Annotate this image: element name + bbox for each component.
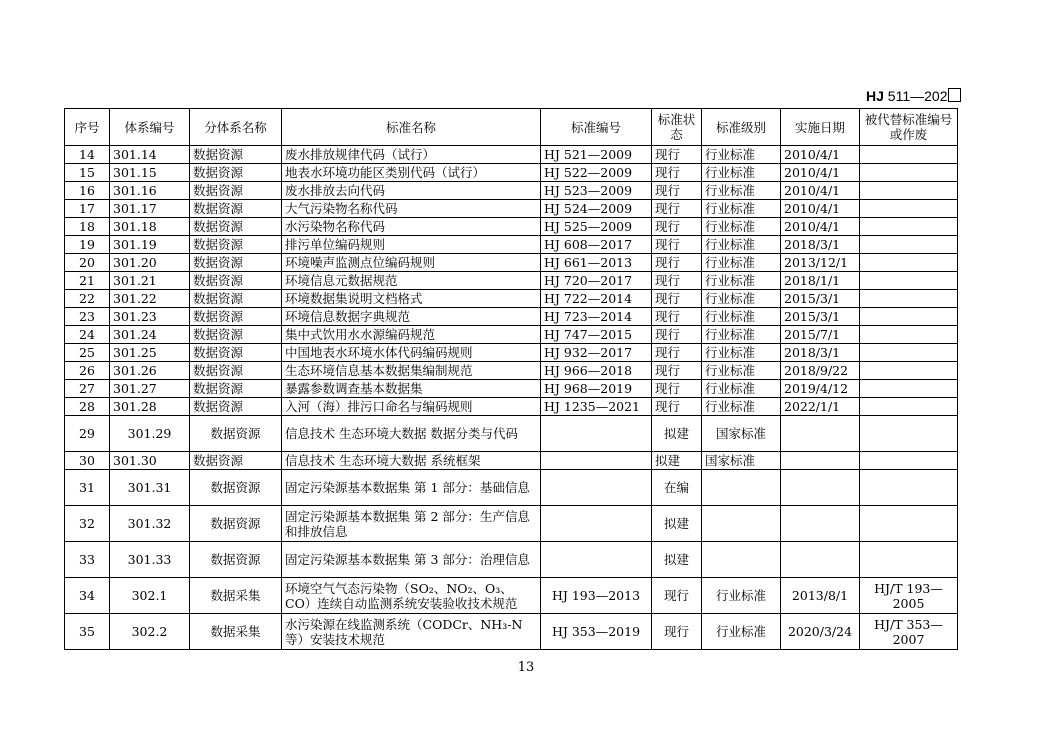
cell-replaced <box>860 200 958 218</box>
cell-status: 现行 <box>652 272 702 290</box>
cell-system-number: 301.33 <box>110 542 190 578</box>
cell-standard-name: 固定污染源基本数据集 第 2 部分：生产信息和排放信息 <box>282 506 541 542</box>
cell-system-number: 301.29 <box>110 416 190 452</box>
document-code-prefix: HJ <box>866 88 884 104</box>
cell-system-number: 301.26 <box>110 362 190 380</box>
cell-date: 2018/3/1 <box>781 344 860 362</box>
cell-standard-name: 地表水环境功能区类别代码（试行） <box>282 164 541 182</box>
cell-system-number: 301.21 <box>110 272 190 290</box>
table-row <box>65 254 958 272</box>
cell-standard-name: 中国地表水环境水体代码编码规则 <box>282 344 541 362</box>
cell-level: 行业标准 <box>702 362 781 380</box>
cell-level: 行业标准 <box>702 254 781 272</box>
header-implementation-date: 实施日期 <box>781 109 860 146</box>
cell-replaced <box>860 146 958 164</box>
standards-table <box>64 108 958 650</box>
cell-standard-name: 环境信息元数据规范 <box>282 272 541 290</box>
cell-level: 行业标准 <box>702 578 781 614</box>
cell-date: 2015/3/1 <box>781 290 860 308</box>
cell-system-number: 301.19 <box>110 236 190 254</box>
cell-standard-name: 生态环境信息基本数据集编制规范 <box>282 362 541 380</box>
header-standard-status: 标准状态 <box>652 109 702 146</box>
cell-subsystem: 数据资源 <box>190 380 282 398</box>
cell-standard-number: HJ 525—2009 <box>541 218 652 236</box>
cell-standard-name: 信息技术 生态环境大数据 数据分类与代码 <box>282 416 541 452</box>
cell-subsystem: 数据资源 <box>190 146 282 164</box>
cell-seq: 15 <box>65 164 110 182</box>
cell-standard-number: HJ 720—2017 <box>541 272 652 290</box>
header-standard-level: 标准级别 <box>702 109 781 146</box>
cell-standard-name: 废水排放规律代码（试行） <box>282 146 541 164</box>
cell-system-number: 301.28 <box>110 398 190 416</box>
cell-level <box>702 506 781 542</box>
cell-level <box>702 542 781 578</box>
header-system-number: 体系编号 <box>110 109 190 146</box>
cell-replaced <box>860 470 958 506</box>
table-row <box>65 614 958 650</box>
cell-seq: 23 <box>65 308 110 326</box>
cell-level: 行业标准 <box>702 200 781 218</box>
cell-status: 现行 <box>652 326 702 344</box>
cell-standard-number: HJ 522—2009 <box>541 164 652 182</box>
cell-date: 2010/4/1 <box>781 182 860 200</box>
cell-standard-name: 环境噪声监测点位编码规则 <box>282 254 541 272</box>
cell-status: 现行 <box>652 380 702 398</box>
table-row <box>65 452 958 470</box>
cell-subsystem: 数据资源 <box>190 164 282 182</box>
cell-seq: 20 <box>65 254 110 272</box>
table-row <box>65 182 958 200</box>
header-replaced-standard: 被代替标准编号或作废 <box>860 109 958 146</box>
table-row <box>65 326 958 344</box>
cell-standard-number: HJ 524—2009 <box>541 200 652 218</box>
cell-standard-number: HJ 723—2014 <box>541 308 652 326</box>
cell-date: 2015/3/1 <box>781 308 860 326</box>
cell-level: 行业标准 <box>702 272 781 290</box>
cell-subsystem: 数据资源 <box>190 182 282 200</box>
cell-system-number: 301.17 <box>110 200 190 218</box>
cell-status: 现行 <box>652 398 702 416</box>
cell-replaced <box>860 290 958 308</box>
cell-level: 行业标准 <box>702 380 781 398</box>
cell-standard-name: 集中式饮用水水源编码规范 <box>282 326 541 344</box>
cell-seq: 25 <box>65 344 110 362</box>
cell-date: 2010/4/1 <box>781 200 860 218</box>
cell-seq: 22 <box>65 290 110 308</box>
cell-status: 现行 <box>652 308 702 326</box>
cell-standard-name: 环境信息数据字典规范 <box>282 308 541 326</box>
cell-replaced <box>860 272 958 290</box>
table-row <box>65 236 958 254</box>
cell-subsystem: 数据资源 <box>190 416 282 452</box>
table-row <box>65 272 958 290</box>
placeholder-box-icon <box>948 88 961 102</box>
cell-standard-number: HJ 523—2009 <box>541 182 652 200</box>
cell-date: 2010/4/1 <box>781 218 860 236</box>
table-header-row <box>65 109 958 146</box>
cell-standard-number <box>541 470 652 506</box>
cell-standard-number: HJ 968—2019 <box>541 380 652 398</box>
cell-standard-name: 环境空气气态污染物（SO₂、NO₂、O₃、CO）连续自动监测系统安装验收技术规范 <box>282 578 541 614</box>
table-row <box>65 380 958 398</box>
cell-status: 拟建 <box>652 506 702 542</box>
cell-standard-name: 入河（海）排污口命名与编码规则 <box>282 398 541 416</box>
cell-status: 现行 <box>652 236 702 254</box>
cell-date: 2018/1/1 <box>781 272 860 290</box>
cell-subsystem: 数据资源 <box>190 272 282 290</box>
cell-seq: 21 <box>65 272 110 290</box>
cell-system-number: 301.22 <box>110 290 190 308</box>
cell-status: 拟建 <box>652 542 702 578</box>
cell-seq: 14 <box>65 146 110 164</box>
cell-replaced <box>860 182 958 200</box>
cell-system-number: 301.23 <box>110 308 190 326</box>
cell-subsystem: 数据资源 <box>190 200 282 218</box>
table-row <box>65 164 958 182</box>
cell-system-number: 302.2 <box>110 614 190 650</box>
cell-system-number: 301.20 <box>110 254 190 272</box>
cell-date <box>781 542 860 578</box>
cell-level: 行业标准 <box>702 164 781 182</box>
cell-status: 在编 <box>652 470 702 506</box>
cell-level: 行业标准 <box>702 218 781 236</box>
cell-standard-number: HJ 932—2017 <box>541 344 652 362</box>
table-row <box>65 470 958 506</box>
table-row <box>65 308 958 326</box>
cell-status: 现行 <box>652 254 702 272</box>
cell-subsystem: 数据资源 <box>190 308 282 326</box>
cell-status: 拟建 <box>652 452 702 470</box>
cell-standard-number: HJ 966—2018 <box>541 362 652 380</box>
cell-status: 现行 <box>652 218 702 236</box>
cell-standard-number <box>541 416 652 452</box>
header-subsystem-name: 分体系名称 <box>190 109 282 146</box>
cell-seq: 17 <box>65 200 110 218</box>
cell-status: 拟建 <box>652 416 702 452</box>
cell-standard-number: HJ 722—2014 <box>541 290 652 308</box>
cell-system-number: 301.18 <box>110 218 190 236</box>
cell-standard-name: 暴露参数调查基本数据集 <box>282 380 541 398</box>
cell-standard-number: HJ 747—2015 <box>541 326 652 344</box>
table-row <box>65 398 958 416</box>
cell-standard-name: 排污单位编码规则 <box>282 236 541 254</box>
cell-status: 现行 <box>652 578 702 614</box>
cell-replaced: HJ/T 353—2007 <box>860 614 958 650</box>
cell-subsystem: 数据资源 <box>190 470 282 506</box>
cell-replaced <box>860 344 958 362</box>
cell-standard-number: HJ 1235—2021 <box>541 398 652 416</box>
cell-seq: 28 <box>65 398 110 416</box>
table-row <box>65 290 958 308</box>
cell-date: 2019/4/12 <box>781 380 860 398</box>
cell-subsystem: 数据资源 <box>190 326 282 344</box>
cell-level: 行业标准 <box>702 290 781 308</box>
cell-standard-name: 水污染物名称代码 <box>282 218 541 236</box>
cell-date: 2010/4/1 <box>781 146 860 164</box>
cell-date: 2013/12/1 <box>781 254 860 272</box>
cell-standard-name: 固定污染源基本数据集 第 1 部分：基础信息 <box>282 470 541 506</box>
cell-seq: 34 <box>65 578 110 614</box>
cell-standard-name: 固定污染源基本数据集 第 3 部分：治理信息 <box>282 542 541 578</box>
cell-level: 行业标准 <box>702 182 781 200</box>
cell-system-number: 301.30 <box>110 452 190 470</box>
cell-standard-number: HJ 661—2013 <box>541 254 652 272</box>
cell-status: 现行 <box>652 290 702 308</box>
table-row <box>65 200 958 218</box>
document-code <box>866 88 961 104</box>
cell-date: 2015/7/1 <box>781 326 860 344</box>
cell-level: 行业标准 <box>702 326 781 344</box>
table-row <box>65 542 958 578</box>
cell-seq: 27 <box>65 380 110 398</box>
cell-seq: 16 <box>65 182 110 200</box>
cell-level: 国家标准 <box>702 416 781 452</box>
cell-system-number: 301.14 <box>110 146 190 164</box>
table-row <box>65 362 958 380</box>
cell-standard-number: HJ 193—2013 <box>541 578 652 614</box>
document-code-number: 511—202 <box>887 88 948 104</box>
cell-system-number: 301.16 <box>110 182 190 200</box>
cell-standard-name: 信息技术 生态环境大数据 系统框架 <box>282 452 541 470</box>
cell-system-number: 301.32 <box>110 506 190 542</box>
cell-subsystem: 数据采集 <box>190 578 282 614</box>
header-seq: 序号 <box>65 109 110 146</box>
cell-standard-name: 环境数据集说明文档格式 <box>282 290 541 308</box>
cell-seq: 26 <box>65 362 110 380</box>
header-standard-number: 标准编号 <box>541 109 652 146</box>
cell-replaced <box>860 254 958 272</box>
cell-replaced <box>860 398 958 416</box>
cell-subsystem: 数据资源 <box>190 344 282 362</box>
cell-system-number: 301.24 <box>110 326 190 344</box>
cell-level: 行业标准 <box>702 398 781 416</box>
cell-status: 现行 <box>652 344 702 362</box>
table-row <box>65 416 958 452</box>
cell-seq: 18 <box>65 218 110 236</box>
cell-seq: 29 <box>65 416 110 452</box>
cell-seq: 35 <box>65 614 110 650</box>
cell-standard-number: HJ 353—2019 <box>541 614 652 650</box>
cell-standard-name: 水污染源在线监测系统（CODCr、NH₃-N 等）安装技术规范 <box>282 614 541 650</box>
cell-subsystem: 数据资源 <box>190 506 282 542</box>
cell-level <box>702 470 781 506</box>
cell-subsystem: 数据资源 <box>190 290 282 308</box>
cell-replaced <box>860 452 958 470</box>
cell-replaced: HJ/T 193—2005 <box>860 578 958 614</box>
cell-status: 现行 <box>652 182 702 200</box>
cell-standard-number: HJ 608—2017 <box>541 236 652 254</box>
cell-date <box>781 416 860 452</box>
cell-date <box>781 506 860 542</box>
cell-replaced <box>860 308 958 326</box>
cell-date: 2022/1/1 <box>781 398 860 416</box>
cell-standard-number <box>541 506 652 542</box>
cell-level: 行业标准 <box>702 308 781 326</box>
cell-replaced <box>860 326 958 344</box>
cell-standard-number <box>541 542 652 578</box>
cell-system-number: 302.1 <box>110 578 190 614</box>
cell-replaced <box>860 218 958 236</box>
header-standard-name: 标准名称 <box>282 109 541 146</box>
cell-date: 2020/3/24 <box>781 614 860 650</box>
cell-seq: 33 <box>65 542 110 578</box>
cell-status: 现行 <box>652 164 702 182</box>
cell-seq: 24 <box>65 326 110 344</box>
cell-standard-number <box>541 452 652 470</box>
cell-date <box>781 470 860 506</box>
cell-subsystem: 数据资源 <box>190 452 282 470</box>
cell-subsystem: 数据资源 <box>190 362 282 380</box>
cell-subsystem: 数据资源 <box>190 398 282 416</box>
cell-system-number: 301.27 <box>110 380 190 398</box>
cell-seq: 31 <box>65 470 110 506</box>
cell-subsystem: 数据资源 <box>190 236 282 254</box>
cell-seq: 30 <box>65 452 110 470</box>
cell-level: 行业标准 <box>702 146 781 164</box>
cell-replaced <box>860 236 958 254</box>
table-row <box>65 344 958 362</box>
cell-replaced <box>860 362 958 380</box>
cell-level: 行业标准 <box>702 614 781 650</box>
table-row <box>65 218 958 236</box>
cell-replaced <box>860 380 958 398</box>
cell-level: 行业标准 <box>702 344 781 362</box>
cell-subsystem: 数据采集 <box>190 614 282 650</box>
cell-status: 现行 <box>652 146 702 164</box>
cell-standard-number: HJ 521—2009 <box>541 146 652 164</box>
cell-status: 现行 <box>652 614 702 650</box>
cell-level: 国家标准 <box>702 452 781 470</box>
cell-seq: 19 <box>65 236 110 254</box>
cell-standard-name: 废水排放去向代码 <box>282 182 541 200</box>
table-row <box>65 506 958 542</box>
cell-seq: 32 <box>65 506 110 542</box>
cell-level: 行业标准 <box>702 236 781 254</box>
cell-replaced <box>860 506 958 542</box>
cell-replaced <box>860 542 958 578</box>
cell-date: 2013/8/1 <box>781 578 860 614</box>
page-number: 13 <box>517 660 535 675</box>
table-row <box>65 578 958 614</box>
table-row <box>65 146 958 164</box>
cell-status: 现行 <box>652 200 702 218</box>
cell-date <box>781 452 860 470</box>
cell-system-number: 301.25 <box>110 344 190 362</box>
cell-standard-name: 大气污染物名称代码 <box>282 200 541 218</box>
cell-subsystem: 数据资源 <box>190 218 282 236</box>
cell-status: 现行 <box>652 362 702 380</box>
cell-date: 2010/4/1 <box>781 164 860 182</box>
cell-date: 2018/9/22 <box>781 362 860 380</box>
cell-replaced <box>860 416 958 452</box>
cell-replaced <box>860 164 958 182</box>
cell-subsystem: 数据资源 <box>190 254 282 272</box>
cell-subsystem: 数据资源 <box>190 542 282 578</box>
cell-system-number: 301.15 <box>110 164 190 182</box>
cell-date: 2018/3/1 <box>781 236 860 254</box>
cell-system-number: 301.31 <box>110 470 190 506</box>
